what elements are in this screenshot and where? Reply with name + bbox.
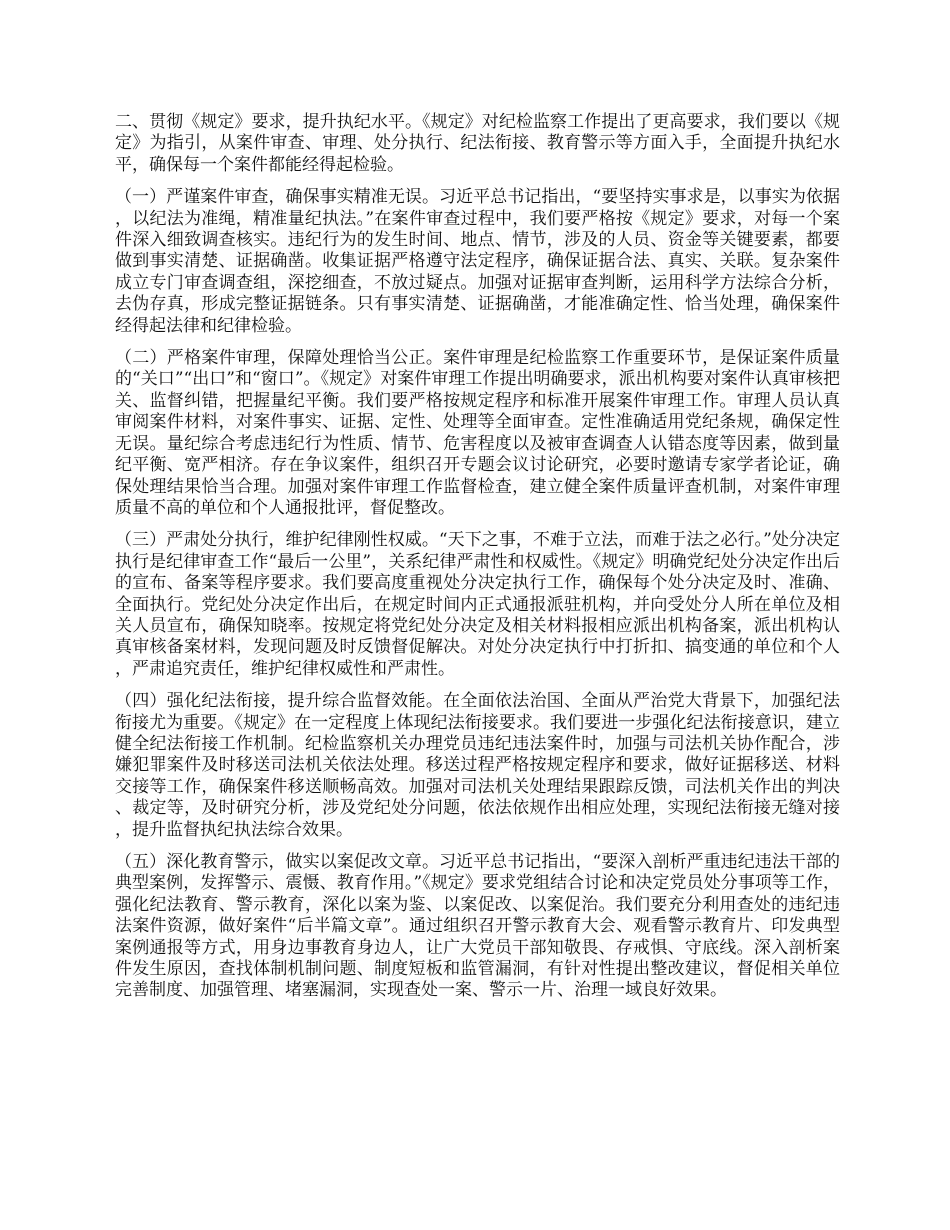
paragraph-sanction-execution: （三）严肃处分执行，维护纪律刚性权威。“天下之事，不难于立法，而难于法之必行。”处分决定执行是纪律审查工作“最后一公里”，关系纪律严肃性和权威性。《规定》明确党纪处分决定作出后的宣布、备案等程序要求。我们要高度重视处分决定执行工作，确保每个处分决定及时、准确、全面执行。党纪处分决定作出后，在规定时间内正式通报派驻机构，并向受处分人所在单位及相关人员宣布，确保知晓率。按规定将党纪处分决定及相关材料报相应派出机构备案，派出机构认真审核备案材料，发现问题及时反馈督促解决。对处分决定执行中打折扣、搞变通的单位和个人，严肃追究责任，维护纪律权威性和严肃性。: [115, 530, 840, 679]
paragraph-case-hearing: （二）严格案件审理，保障处理恰当公正。案件审理是纪检监察工作重要环节，是保证案件质量的“关口”“出口”和“窗口”。《规定》对案件审理工作提出明确要求，派出机构要对案件认真审核把关、监督纠错，把握量纪平衡。我们要严格按规定程序和标准开展案件审理工作。审理人员认真审阅案件材料，对案件事实、证据、定性、处理等全面审查。定性准确适用党纪条规，确保定性无误。量纪综合考虑违纪行为性质、情节、危害程度以及被审查调查人认错态度等因素，做到量纪平衡、宽严相济。存在争议案件，组织召开专题会议讨论研究，必要时邀请专家学者论证，确保处理结果恰当合理。加强对案件审理工作监督检查，建立健全案件质量评查机制，对案件审理质量不高的单位和个人通报批评，督促整改。: [115, 348, 840, 518]
paragraph-case-review: （一）严谨案件审查，确保事实精准无误。习近平总书记指出，“要坚持实事求是，以事实为依据，以纪法为准绳，精准量纪执法。”在案件审查过程中，我们要严格按《规定》要求，对每一个案件深入细致调查核实。违纪行为的发生时间、地点、情节，涉及的人员、资金等关键要素，都要做到事实清楚、证据确凿。收集证据严格遵守法定程序，确保证据合法、真实、关联。复杂案件成立专门审查调查组，深挖细查，不放过疑点。加强对证据审查判断，运用科学方法综合分析，去伪存真，形成完整证据链条。只有事实清楚、证据确凿，才能准确定性、恰当处理，确保案件经得起法律和纪律检验。: [115, 187, 840, 336]
paragraph-education-warning: （五）深化教育警示，做实以案促改文章。习近平总书记指出，“要深入剖析严重违纪违法干部的典型案例，发挥警示、震慑、教育作用。”《规定》要求党组结合讨论和决定党员处分事项等工作，强化纪法教育、警示教育，深化以案为鉴、以案促改、以案促治。我们要充分利用查处的违纪违法案件资源，做好案件“后半篇文章”。通过组织召开警示教育大会、观看警示教育片、印发典型案例通报等方式，用身边事教育身边人，让广大党员干部知敬畏、存戒惧、守底线。深入剖析案件发生原因，查找体制机制问题、制度短板和监管漏洞，有针对性提出整改建议，督促相关单位完善制度、加强管理、堵塞漏洞，实现查处一案、警示一片、治理一域良好效果。: [115, 852, 840, 1001]
paragraph-section-two-intro: 二、贯彻《规定》要求，提升执纪水平。《规定》对纪检监察工作提出了更高要求，我们要以《规定》为指引，从案件审查、审理、处分执行、纪法衔接、教育警示等方面入手，全面提升执纪水平，确保每一个案件都能经得起检验。: [115, 112, 840, 175]
document-page: [115, 112, 840, 1013]
paragraph-discipline-law-linkage: （四）强化纪法衔接，提升综合监督效能。在全面依法治国、全面从严治党大背景下，加强纪法衔接尤为重要。《规定》在一定程度上体现纪法衔接要求。我们要进一步强化纪法衔接意识，建立健全纪法衔接工作机制。纪检监察机关办理党员违纪违法案件时，加强与司法机关协作配合，涉嫌犯罪案件及时移送司法机关依法处理。移送过程严格按规定程序和要求，做好证据移送、材料交接等工作，确保案件移送顺畅高效。加强对司法机关处理结果跟踪反馈，司法机关作出的判决、裁定等，及时研究分析，涉及党纪处分问题，依法依规作出相应处理，实现纪法衔接无缝对接，提升监督执纪执法综合效果。: [115, 691, 840, 840]
